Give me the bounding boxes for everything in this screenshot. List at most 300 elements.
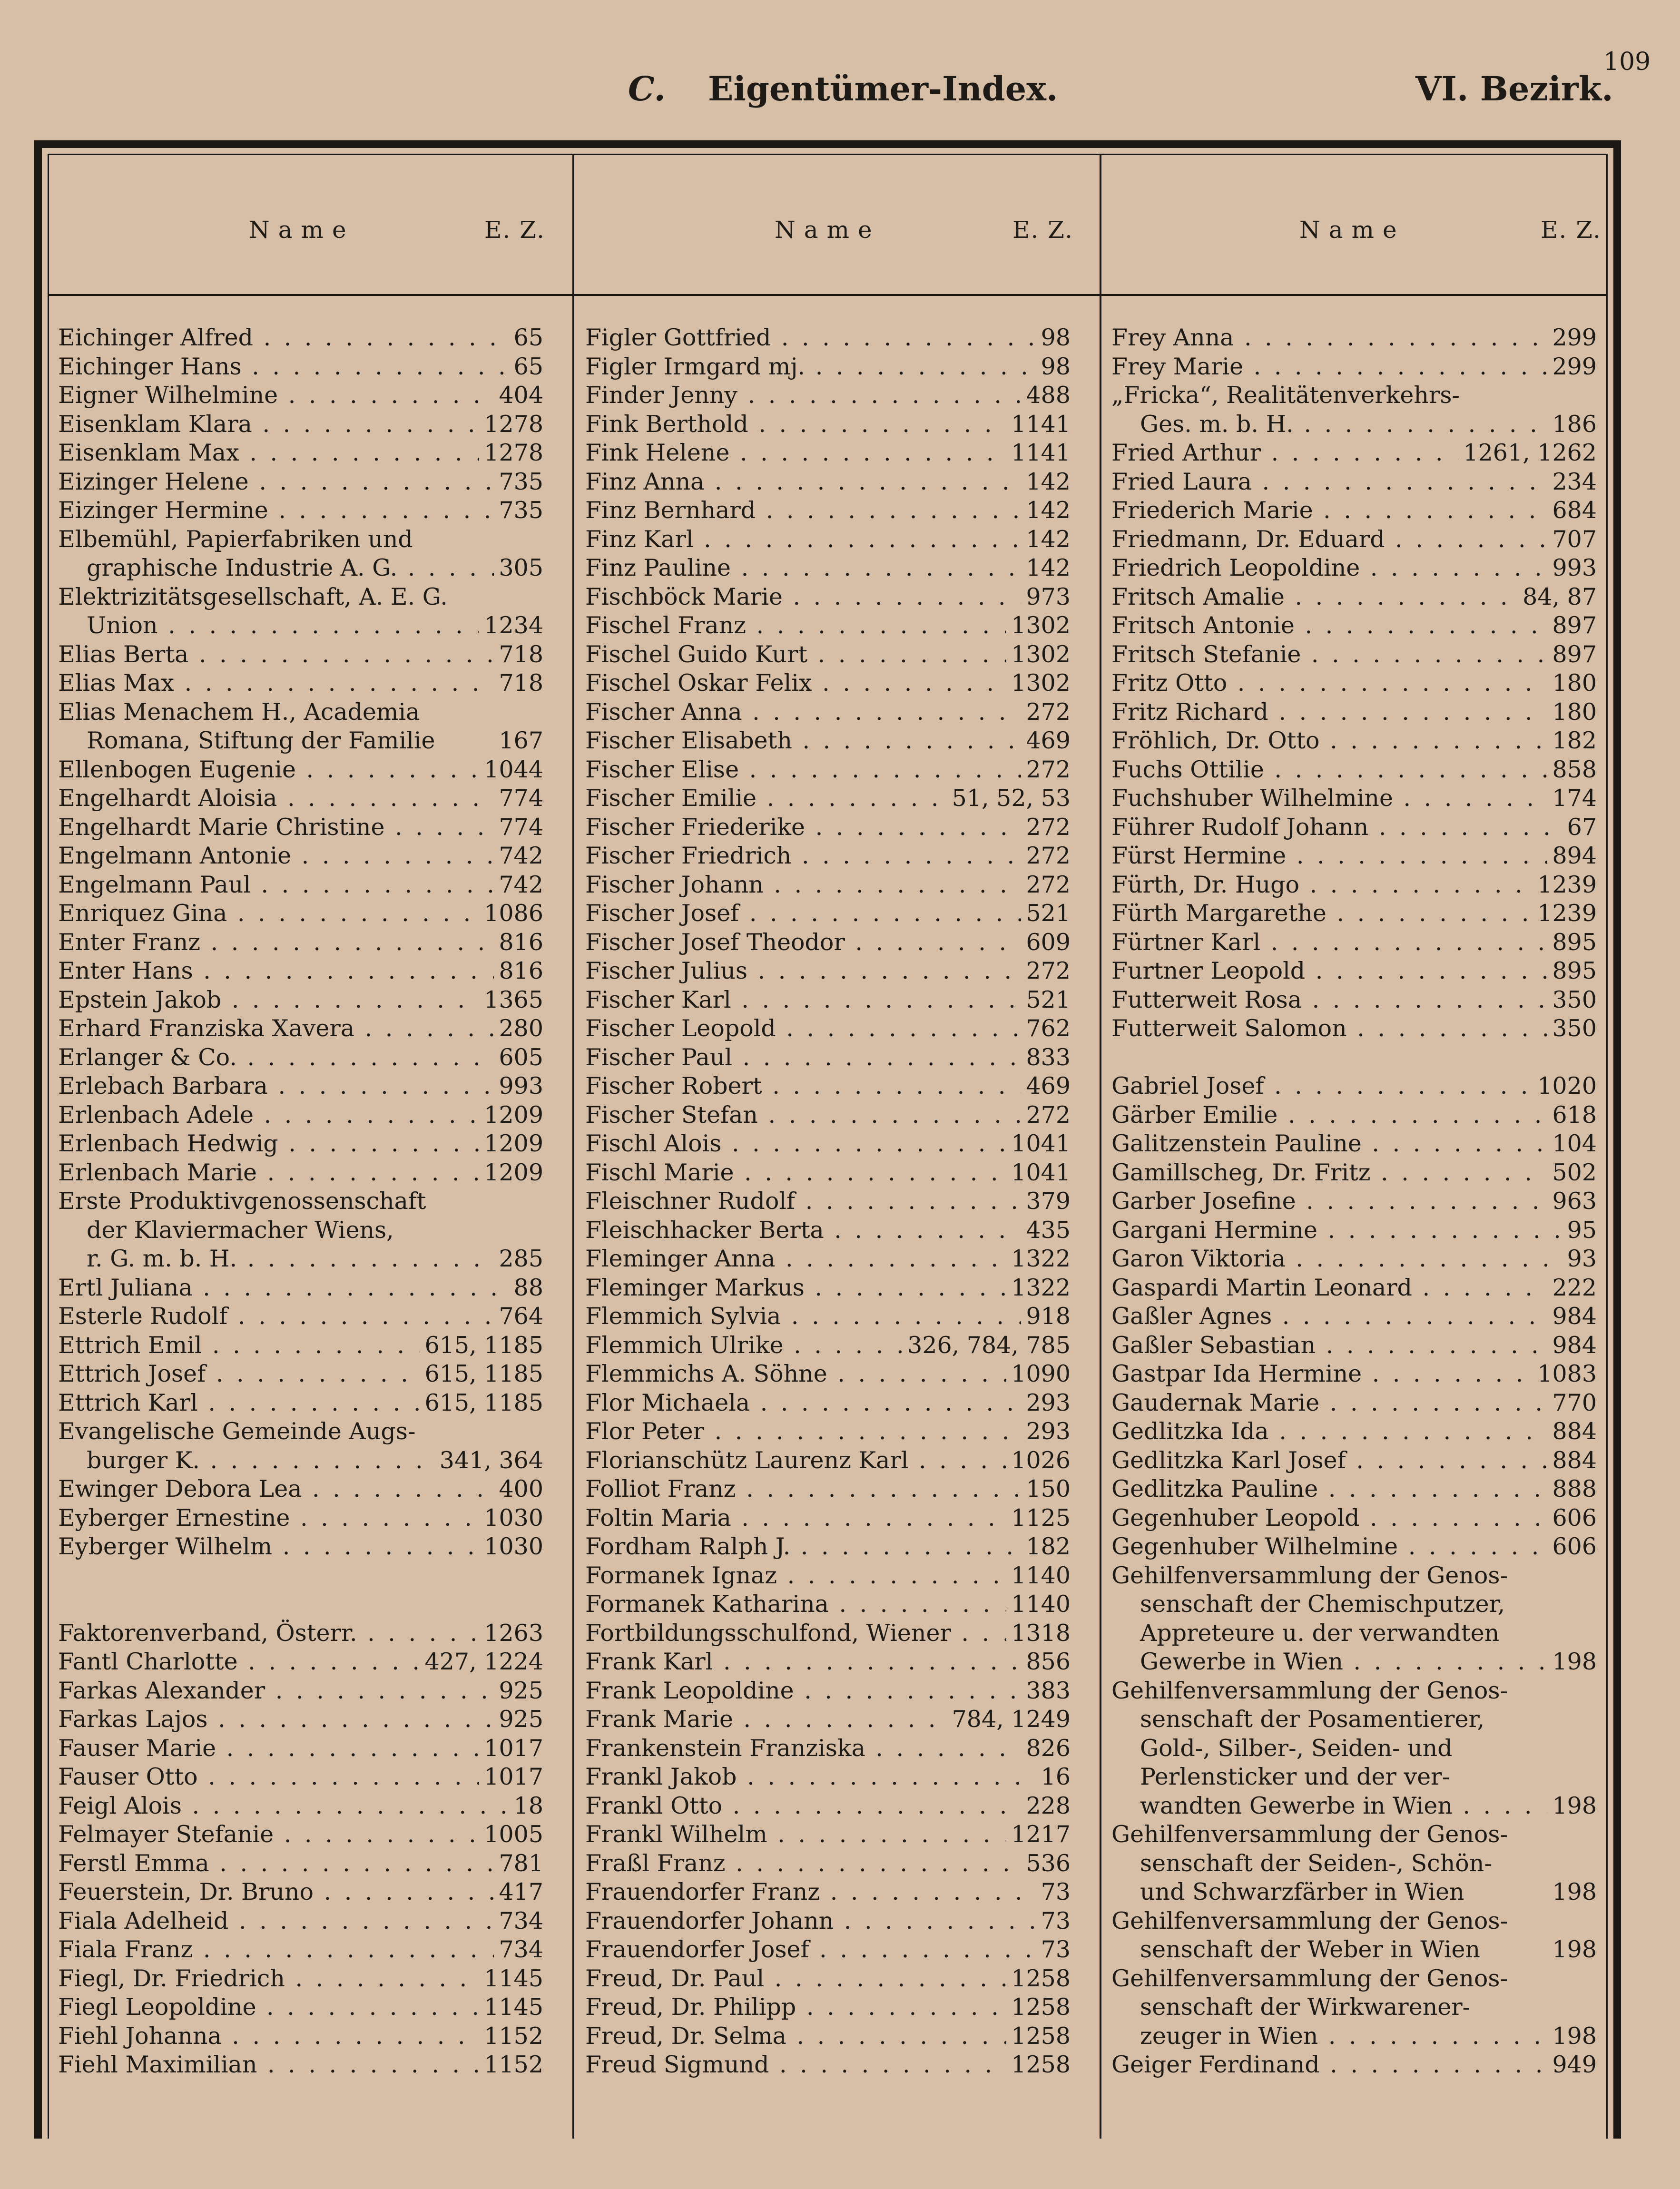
owner-name: Ettrich Karl . . .	[58, 1389, 420, 1418]
index-entry	[58, 1820, 543, 1849]
ez-number: 925	[494, 1705, 543, 1734]
index-entry	[1111, 1417, 1597, 1446]
ez-number: 404	[494, 381, 543, 410]
index-entry	[1111, 1014, 1597, 1043]
owner-name: Fiegl, Dr. Friedrich . . .	[58, 1964, 479, 1993]
index-entry	[58, 2022, 543, 2051]
ez-number: 142	[1021, 496, 1071, 525]
ez-number: 1258	[1006, 2051, 1071, 2080]
owner-name: „Fricka“, Realitätenverkehrs-	[1111, 382, 1460, 409]
index-column-2	[585, 324, 1071, 2080]
index-entry	[1111, 2051, 1597, 2080]
owner-name: Gaßler Agnes . . .	[1111, 1302, 1547, 1331]
owner-name: Frauendorfer Franz . . .	[585, 1878, 1036, 1907]
ez-number: 536	[1021, 1849, 1071, 1878]
district-label: VI. Bezirk.	[1415, 69, 1613, 108]
index-entry	[585, 525, 1071, 554]
owner-name: Engelhardt Marie Christine . . .	[58, 813, 494, 842]
owner-name: Fiegl Leopoldine . . .	[58, 1993, 479, 2022]
owner-name: Gabriel Josef . . .	[1111, 1072, 1533, 1101]
ez-number: 51, 52, 53	[947, 784, 1071, 813]
owner-name: Frey Marie . . .	[1111, 353, 1547, 382]
owner-name: Gewerbe in Wien . . .	[1111, 1648, 1547, 1677]
ez-number: 272	[1021, 871, 1071, 900]
index-entry	[1111, 928, 1597, 957]
index-entry	[58, 353, 543, 382]
index-entry	[585, 1043, 1071, 1072]
index-entry	[1111, 496, 1597, 525]
index-entry	[1111, 554, 1597, 583]
owner-name: Eyberger Ernestine . . .	[58, 1504, 479, 1533]
ez-number: 833	[1021, 1043, 1071, 1072]
owner-name: Erlenbach Adele . . .	[58, 1101, 479, 1130]
ez-number	[1592, 1677, 1597, 1706]
index-entry	[585, 1446, 1071, 1475]
owner-name: senschaft der Posamentierer,	[1140, 1706, 1485, 1733]
ez-number: 234	[1547, 468, 1597, 497]
index-entry	[585, 1417, 1071, 1446]
owner-name: Fischer Karl . . .	[585, 986, 1021, 1015]
index-entry	[58, 2051, 543, 2080]
owner-name: Gedlitzka Ida . . .	[1111, 1417, 1547, 1446]
index-entry	[585, 1389, 1071, 1418]
owner-name: Formanek Katharina . . .	[585, 1590, 1006, 1619]
owner-name: Eyberger Wilhelm . . .	[58, 1532, 479, 1561]
owner-name: Fantl Charlotte . . .	[58, 1648, 420, 1677]
owner-name: Elias Max . . .	[58, 669, 494, 698]
owner-name: Gehilfenversammlung der Genos-	[1111, 1561, 1508, 1589]
ez-number: 1141	[1006, 410, 1071, 439]
ez-number: 1141	[1006, 439, 1071, 468]
owner-name: Finz Pauline . . .	[585, 554, 1021, 583]
ez-number: 606	[1547, 1504, 1597, 1533]
owner-name: Fuchs Ottilie . . .	[1111, 756, 1547, 785]
owner-name: Finz Karl . . .	[585, 525, 1021, 554]
owner-name: Frankl Otto . . .	[585, 1792, 1021, 1821]
owner-name: Fleminger Anna . . .	[585, 1245, 1006, 1274]
owner-name: Finz Bernhard . . .	[585, 496, 1021, 525]
ez-number: 469	[1021, 1072, 1071, 1101]
owner-name: Fischl Marie . . .	[585, 1158, 1006, 1188]
ez-number: 180	[1547, 698, 1597, 727]
index-entry	[1111, 726, 1597, 756]
ez-number: 198	[1547, 1792, 1597, 1821]
index-entry	[58, 640, 543, 669]
index-entry	[1111, 669, 1597, 698]
index-entry	[58, 756, 543, 785]
ez-number: 93	[1562, 1245, 1597, 1274]
index-entry	[585, 1705, 1071, 1734]
owner-name: Ertl Juliana . . .	[58, 1274, 509, 1303]
owner-name: Engelmann Paul . . .	[58, 871, 494, 900]
ez-number: 73	[1036, 1935, 1071, 1964]
ez-number: 65	[509, 324, 543, 353]
ez-number: 228	[1021, 1792, 1071, 1821]
index-entry	[1111, 784, 1597, 813]
owner-name: Erlanger & Co. . . .	[58, 1043, 494, 1072]
index-entry	[585, 468, 1071, 497]
owner-name: Frauendorfer Johann . . .	[585, 1907, 1036, 1936]
owner-name: Engelhardt Aloisia . . .	[58, 784, 494, 813]
index-entry	[585, 583, 1071, 612]
owner-name: Fiala Adelheid . . .	[58, 1907, 494, 1936]
owner-name: Fischel Guido Kurt . . .	[585, 640, 1006, 669]
owner-name: Florianschütz Laurenz Karl . . .	[585, 1446, 1006, 1475]
index-entry	[58, 1878, 543, 1907]
owner-name: und Schwarzfärber in Wien	[1140, 1878, 1464, 1905]
index-entry	[585, 1935, 1071, 1964]
index-entry	[585, 756, 1071, 785]
index-entry	[1111, 813, 1597, 842]
ez-number: 1302	[1006, 640, 1071, 669]
owner-name: Elias Berta . . .	[58, 640, 494, 669]
ez-number: 299	[1547, 324, 1597, 353]
ez-number: 1209	[479, 1158, 543, 1188]
owner-name: Gastpar Ida Hermine . . .	[1111, 1360, 1533, 1389]
owner-name: Fritsch Stefanie . . .	[1111, 640, 1547, 669]
index-entry	[1111, 1648, 1597, 1677]
index-entry	[585, 1648, 1071, 1677]
ez-number: 65	[509, 353, 543, 382]
ez-number	[1592, 1619, 1597, 1648]
index-entry	[1111, 640, 1597, 669]
ez-number: 174	[1547, 784, 1597, 813]
index-entry	[585, 1619, 1071, 1648]
index-entry	[585, 324, 1071, 353]
index-entry	[58, 1216, 543, 1245]
ez-number: 1041	[1006, 1129, 1071, 1158]
ez-number: 895	[1547, 928, 1597, 957]
ez-number: 88	[509, 1274, 543, 1303]
owner-name: Fischer Elise . . .	[585, 756, 1021, 785]
ez-number: 1005	[479, 1820, 543, 1849]
owner-name: Gärber Emilie . . .	[1111, 1101, 1547, 1130]
owner-name: Eichinger Hans . . .	[58, 353, 509, 382]
index-entry	[585, 1734, 1071, 1763]
owner-name: r. G. m. b. H. . . .	[58, 1245, 494, 1274]
owner-name: Perlensticker und der ver-	[1140, 1763, 1450, 1790]
index-entry	[1111, 1532, 1597, 1561]
index-title: Eigentümer-Index.	[708, 69, 1058, 108]
index-entry	[585, 410, 1071, 439]
ez-number: 350	[1547, 986, 1597, 1015]
index-entry	[585, 871, 1071, 900]
index-entry	[58, 1935, 543, 1964]
ez-number: 521	[1021, 986, 1071, 1015]
index-entry	[58, 669, 543, 698]
index-entry	[58, 842, 543, 871]
ez-number: 293	[1021, 1417, 1071, 1446]
ez-number: 1083	[1533, 1360, 1597, 1389]
ez-number: 742	[494, 842, 543, 871]
owner-name: Garber Josefine . . .	[1111, 1187, 1547, 1216]
ez-number	[1592, 1734, 1597, 1763]
page-number: 109	[1603, 48, 1651, 76]
ez-number: 894	[1547, 842, 1597, 871]
ez-number: 73	[1036, 1878, 1071, 1907]
index-entry	[585, 1101, 1071, 1130]
ez-number: 142	[1021, 468, 1071, 497]
ez-number	[539, 1216, 543, 1245]
ez-number: 707	[1547, 525, 1597, 554]
owner-name: Fröhlich, Dr. Otto . . .	[1111, 726, 1547, 756]
index-entry	[58, 1446, 543, 1475]
index-entry	[1111, 583, 1597, 612]
index-entry	[1111, 842, 1597, 871]
ez-number: 784, 1249	[947, 1705, 1071, 1734]
index-entry	[1111, 957, 1597, 986]
index-entry	[585, 669, 1071, 698]
ez-number	[539, 1187, 543, 1216]
owner-name: Ewinger Debora Lea . . .	[58, 1475, 494, 1504]
index-entry	[58, 496, 543, 525]
ez-number: 949	[1547, 2051, 1597, 2080]
owner-name: Fischel Oskar Felix . . .	[585, 669, 1006, 698]
owner-name: Fraßl Franz . . .	[585, 1849, 1021, 1878]
ez-number: 858	[1547, 756, 1597, 785]
index-entry	[58, 381, 543, 410]
index-entry	[585, 1274, 1071, 1303]
ez-number: 1017	[479, 1734, 543, 1763]
ez-number: 1152	[479, 2022, 543, 2051]
index-entry	[1111, 1964, 1597, 1993]
owner-name: Gedlitzka Pauline . . .	[1111, 1475, 1547, 1504]
owner-name: Ettrich Emil . . .	[58, 1331, 420, 1360]
index-entry	[585, 1590, 1071, 1619]
ez-number: 1041	[1006, 1158, 1071, 1188]
owner-name: Fleischner Rudolf . . .	[585, 1187, 1021, 1216]
ez-number: 186	[1547, 410, 1597, 439]
owner-name: Fischer Josef Theodor . . .	[585, 928, 1021, 957]
owner-name: Fürth, Dr. Hugo . . .	[1111, 871, 1533, 900]
owner-name: Friederich Marie . . .	[1111, 496, 1547, 525]
ez-number	[1592, 1590, 1597, 1619]
index-entry	[585, 1792, 1071, 1821]
owner-name: Eigner Wilhelmine . . .	[58, 381, 494, 410]
index-entry	[58, 1763, 543, 1792]
index-entry	[1111, 1820, 1597, 1849]
ez-number: 770	[1547, 1389, 1597, 1418]
owner-name: Frank Karl . . .	[585, 1648, 1021, 1677]
owner-name: Flor Peter . . .	[585, 1417, 1021, 1446]
index-entry	[58, 1101, 543, 1130]
ez-number: 1145	[479, 1993, 543, 2022]
column-header-ez-2: E. Z.	[1012, 216, 1074, 244]
ez-number: 1302	[1006, 669, 1071, 698]
index-entry	[58, 1072, 543, 1101]
index-entry	[1111, 1446, 1597, 1475]
ez-number: 98	[1036, 324, 1071, 353]
ez-number: 417	[494, 1878, 543, 1907]
index-entry	[58, 439, 543, 468]
ez-number: 293	[1021, 1389, 1071, 1418]
ez-number: 1125	[1006, 1504, 1071, 1533]
owner-name: Fischer Robert . . .	[585, 1072, 1021, 1101]
index-entry	[585, 611, 1071, 640]
owner-name: Fritsch Antonie . . .	[1111, 611, 1547, 640]
index-entry	[58, 1417, 543, 1446]
index-entry	[585, 554, 1071, 583]
owner-name: Gehilfenversammlung der Genos-	[1111, 1907, 1508, 1934]
owner-name: Romana, Stiftung der Familie	[87, 727, 435, 754]
owner-name: graphische Industrie A. G. . . .	[58, 554, 494, 583]
ez-number: 1278	[479, 410, 543, 439]
index-entry	[585, 496, 1071, 525]
owner-name: Fritsch Amalie . . .	[1111, 583, 1518, 612]
owner-name: Felmayer Stefanie . . .	[58, 1820, 479, 1849]
index-entry	[1111, 1907, 1597, 1936]
index-entry	[58, 928, 543, 957]
index-entry	[58, 1648, 543, 1677]
owner-name: Futterweit Rosa . . .	[1111, 986, 1547, 1015]
ez-number: 774	[494, 813, 543, 842]
owner-name: Fischböck Marie . . .	[585, 583, 1021, 612]
owner-name: Fürth Margarethe . . .	[1111, 899, 1533, 928]
owner-name: Foltin Maria . . .	[585, 1504, 1006, 1533]
owner-name: Führer Rudolf Johann . . .	[1111, 813, 1562, 842]
index-entry	[585, 842, 1071, 871]
index-entry	[58, 899, 543, 928]
column-divider-2	[1100, 155, 1101, 2139]
owner-name: Eizinger Hermine . . .	[58, 496, 494, 525]
owner-name: Friedrich Leopoldine . . .	[1111, 554, 1547, 583]
owner-name: Fischl Alois . . .	[585, 1129, 1006, 1158]
index-entry	[585, 813, 1071, 842]
ez-number: 856	[1021, 1648, 1071, 1677]
index-entry	[1111, 525, 1597, 554]
owner-name: Esterle Rudolf . . .	[58, 1302, 494, 1331]
index-entry	[1111, 871, 1597, 900]
index-entry	[58, 1907, 543, 1936]
owner-name: Folliot Franz . . .	[585, 1475, 1021, 1504]
ez-number: 1322	[1006, 1245, 1071, 1274]
index-entry	[58, 1849, 543, 1878]
owner-name: Frankl Jakob . . .	[585, 1763, 1036, 1792]
index-entry	[1111, 1878, 1597, 1907]
ez-number: 73	[1036, 1907, 1071, 1936]
ez-number: 615, 1185	[420, 1389, 543, 1418]
owner-name: Gehilfenversammlung der Genos-	[1111, 1677, 1508, 1704]
owner-name: Garon Viktoria . . .	[1111, 1245, 1562, 1274]
owner-name: Fischer Anna . . .	[585, 698, 1021, 727]
index-entry	[58, 1331, 543, 1360]
index-entry	[58, 1158, 543, 1188]
index-entry	[58, 1532, 543, 1561]
owner-name: Erlenbach Marie . . .	[58, 1158, 479, 1188]
owner-name: Gamillscheg, Dr. Fritz . . .	[1111, 1158, 1547, 1188]
ez-number: 734	[494, 1935, 543, 1964]
owner-name: Fuchshuber Wilhelmine . . .	[1111, 784, 1547, 813]
index-entry	[1111, 1331, 1597, 1360]
owner-name: Faktorenverband, Österr. . . .	[58, 1619, 479, 1648]
ez-number: 272	[1021, 698, 1071, 727]
owner-name: Ferstl Emma . . .	[58, 1849, 494, 1878]
index-entry	[585, 2022, 1071, 2051]
ez-number: 272	[1021, 842, 1071, 871]
ez-number: 735	[494, 468, 543, 497]
owner-name: Gegenhuber Leopold . . .	[1111, 1504, 1547, 1533]
index-entry	[1111, 381, 1597, 410]
owner-name: Formanek Ignaz . . .	[585, 1561, 1006, 1590]
ez-number: 781	[494, 1849, 543, 1878]
owner-name: Fritz Otto . . .	[1111, 669, 1547, 698]
index-entry	[1111, 1072, 1597, 1101]
owner-name: Elias Menachem H., Academia	[58, 698, 420, 726]
index-entry	[1111, 698, 1597, 727]
index-entry	[1111, 1561, 1597, 1590]
index-entry	[585, 353, 1071, 382]
owner-name: senschaft der Weber in Wien	[1140, 1936, 1481, 1963]
ez-number: 1239	[1533, 899, 1597, 928]
owner-name: Erlenbach Hedwig . . .	[58, 1129, 479, 1158]
index-entry	[585, 726, 1071, 756]
owner-name: Fischel Franz . . .	[585, 611, 1006, 640]
owner-name: Fürtner Karl . . .	[1111, 928, 1547, 957]
owner-name: Gedlitzka Karl Josef . . .	[1111, 1446, 1547, 1475]
ez-number	[1592, 1763, 1597, 1792]
owner-name: Eisenklam Max . . .	[58, 439, 479, 468]
owner-name: Flemmich Sylvia . . .	[585, 1302, 1021, 1331]
ez-number: 963	[1547, 1187, 1597, 1216]
owner-name: Fink Helene . . .	[585, 439, 1006, 468]
owner-name: Fischer Emilie . . .	[585, 784, 947, 813]
column-header-name-1: Name	[249, 216, 355, 244]
owner-name: Epstein Jakob . . .	[58, 986, 479, 1015]
index-entry	[585, 1187, 1071, 1216]
owner-name: Eichinger Alfred . . .	[58, 324, 509, 353]
index-entry	[1111, 1993, 1597, 2022]
ez-number: 895	[1547, 957, 1597, 986]
owner-name: Feigl Alois . . .	[58, 1792, 509, 1821]
ez-number: 1044	[479, 756, 543, 785]
owner-name: Galitzenstein Pauline . . .	[1111, 1129, 1547, 1158]
owner-name: Eisenklam Klara . . .	[58, 410, 479, 439]
index-entry	[58, 1792, 543, 1821]
ez-number: 150	[1021, 1475, 1071, 1504]
index-entry	[58, 1043, 543, 1072]
index-entry	[585, 1907, 1071, 1936]
index-entry	[58, 871, 543, 900]
index-entry	[1111, 756, 1597, 785]
ez-number: 1263	[479, 1619, 543, 1648]
index-entry	[58, 1993, 543, 2022]
index-entry	[585, 1331, 1071, 1360]
owner-name: Fiehl Johanna . . .	[58, 2022, 479, 2051]
ez-number: 488	[1021, 381, 1071, 410]
owner-name: Frank Marie . . .	[585, 1705, 947, 1734]
owner-name: Freud, Dr. Paul . . .	[585, 1964, 1006, 1993]
index-entry	[585, 1561, 1071, 1590]
owner-name: Fürst Hermine . . .	[1111, 842, 1547, 871]
index-entry	[58, 1475, 543, 1504]
ez-number: 142	[1021, 554, 1071, 583]
ez-number: 1145	[479, 1964, 543, 1993]
ez-number: 735	[494, 496, 543, 525]
ez-number: 1217	[1006, 1820, 1071, 1849]
index-entry	[585, 1129, 1071, 1158]
index-column-1	[58, 324, 543, 2080]
owner-name: Enter Franz . . .	[58, 928, 494, 957]
index-entry	[1111, 1677, 1597, 1706]
index-entry	[58, 1187, 543, 1216]
owner-name: Freud, Dr. Selma . . .	[585, 2022, 1006, 2051]
index-entry	[585, 957, 1071, 986]
owner-name: Gehilfenversammlung der Genos-	[1111, 1964, 1508, 1992]
owner-name: Frauendorfer Josef . . .	[585, 1935, 1036, 1964]
ez-number: 1258	[1006, 1993, 1071, 2022]
ez-number: 1209	[479, 1101, 543, 1130]
owner-name: Ges. m. b. H. . . .	[1111, 410, 1547, 439]
